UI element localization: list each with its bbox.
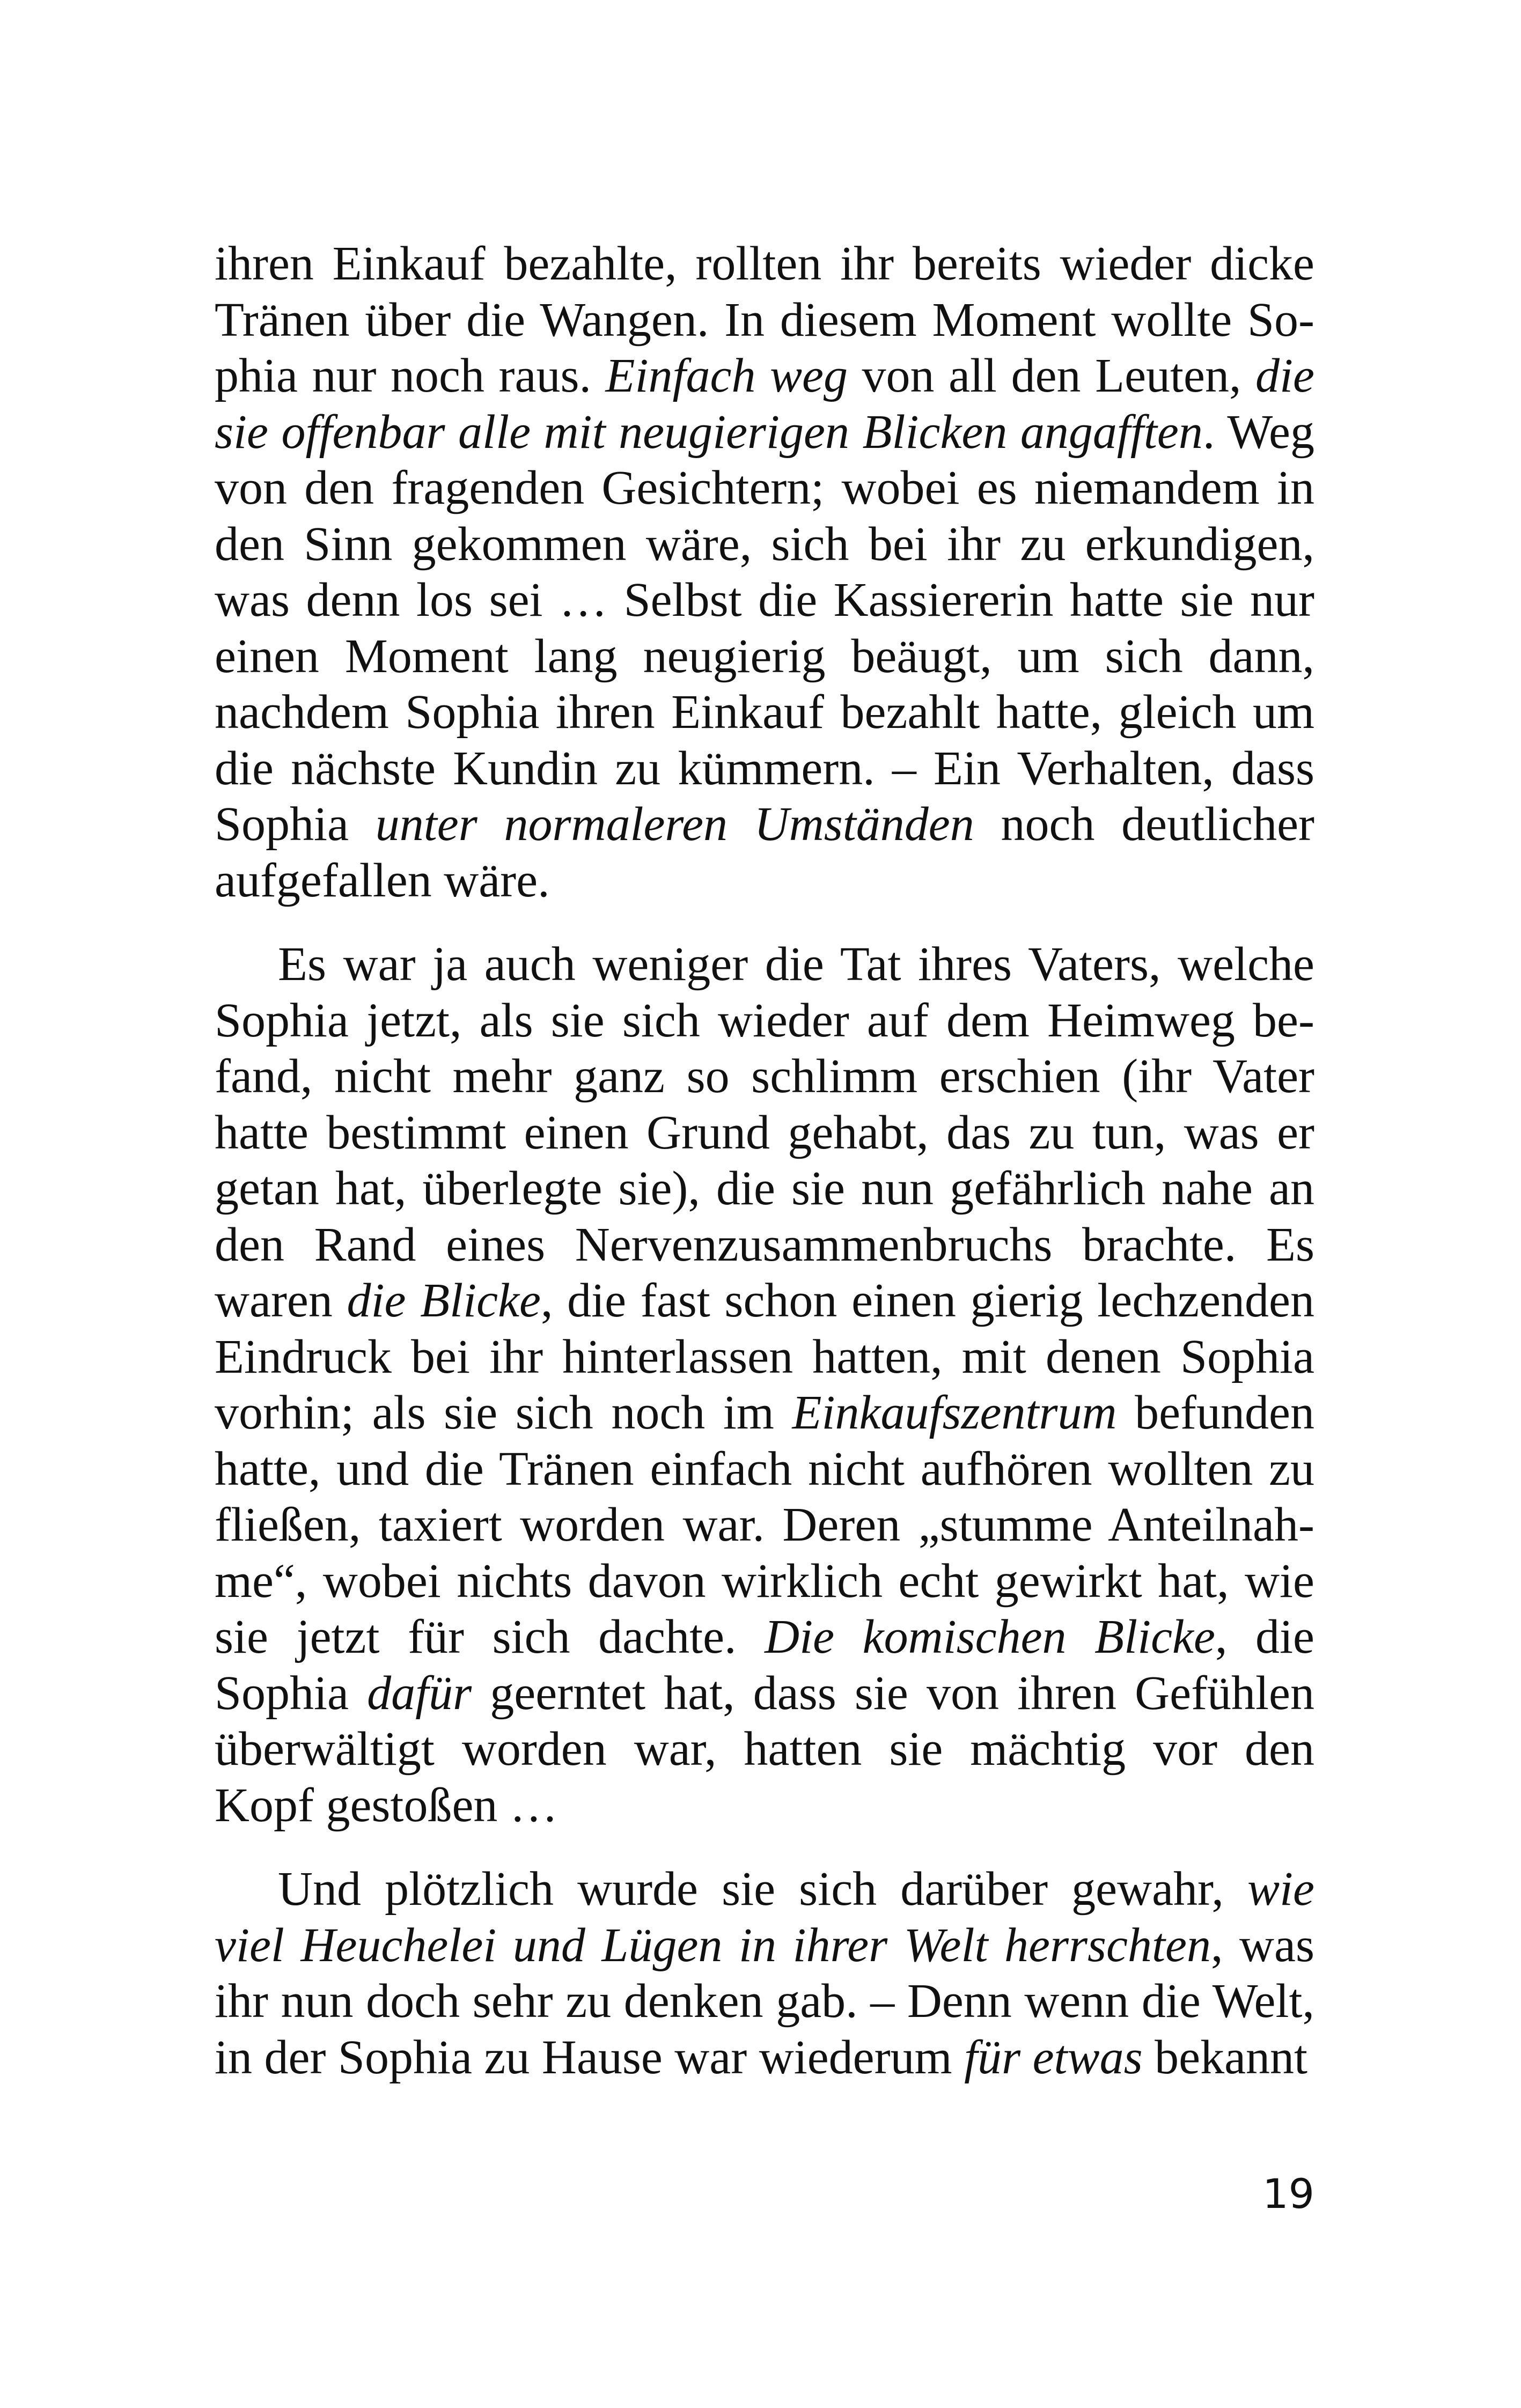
emphasis-text: Die komischen Blicke bbox=[765, 1610, 1215, 1663]
text-segment: , die Sophia bbox=[215, 1610, 1314, 1720]
emphasis-text: die sie offenbar alle mit neugierigen Blicken angafften bbox=[215, 349, 1314, 459]
text-segment: befunden hatte, und die Tränen einfach nicht aufhören wollten zu fließen, taxiert worden war. Deren „stumme Anteilnahme“, wobei nichts davon wirklich echt gewirkt hat, wie sie jetzt für sich dachte. bbox=[215, 1386, 1314, 1663]
text-segment: Und plötzlich wurde sie sich darüber gewahr, bbox=[278, 1862, 1248, 1916]
text-segment: Es war ja auch weniger die Tat ihres Vaters, welche Sophia jetzt, als sie sich wieder auf dem Heimweg befand, nicht mehr ganz so schlimm erschien (ihr Vater hatte bestimmt einen Grund gehabt, das zu tun, was er getan hat, überlegte sie), die sie nun gefährlich nahe an den Rand eines Nervenzusammenbruchs brachte. Es waren bbox=[215, 938, 1314, 1327]
paragraph-2 bbox=[215, 937, 1314, 1833]
text-segment: , die fast schon einen gierig lechzenden Eindruck bei ihr hinterlassen hatten, mit denen Sophia vorhin; als sie sich noch im bbox=[215, 1274, 1314, 1439]
emphasis-text: für etwas bbox=[964, 2030, 1143, 2084]
text-segment: ihren Einkauf bezahlte, rollten ihr bereits wieder dicke Tränen über die Wangen. In diesem Moment wollte Sophia nur noch raus. bbox=[215, 237, 1314, 402]
body-text bbox=[215, 236, 1314, 2086]
page-number: 19 bbox=[1262, 2170, 1314, 2218]
paragraph-3 bbox=[215, 1861, 1314, 2086]
text-segment: geerntet hat, dass sie von ihren Gefühlen überwältigt worden war, hatten sie mächtig vor den Kopf gestoßen … bbox=[215, 1666, 1314, 1832]
text-segment: bekannt bbox=[1142, 2030, 1308, 2084]
text-segment: von all den Leuten, bbox=[848, 349, 1256, 402]
paragraph-1 bbox=[215, 236, 1314, 909]
text-segment: noch deutlicher aufgefallen wäre. bbox=[215, 798, 1314, 907]
emphasis-text: Einkaufszentrum bbox=[792, 1386, 1117, 1439]
text-segment: . Weg von den fragenden Gesichtern; wobei es niemandem in den Sinn gekommen wäre, sich bei ihr zu erkundigen, was denn los sei … Selbst die Kassiererin hatte sie nur einen Moment lang neugierig beäugt, um sich dann, nachdem Sophia ihren Einkauf bezahlt hatte, gleich um die nächste Kundin zu kümmern. – Ein Verhalten, dass Sophia bbox=[215, 405, 1315, 851]
emphasis-text: wie viel Heuchelei und Lügen in ihrer Welt herrschten bbox=[215, 1862, 1314, 1972]
text-segment: , was ihr nun doch sehr zu denken gab. – Denn wenn die Welt, in der Sophia zu Hause war wiederum bbox=[215, 1918, 1314, 2084]
emphasis-text: Einfach weg bbox=[605, 349, 848, 402]
emphasis-text: die Blicke bbox=[347, 1274, 541, 1327]
emphasis-text: dafür bbox=[367, 1666, 472, 1720]
emphasis-text: unter normaleren Umständen bbox=[375, 798, 974, 851]
